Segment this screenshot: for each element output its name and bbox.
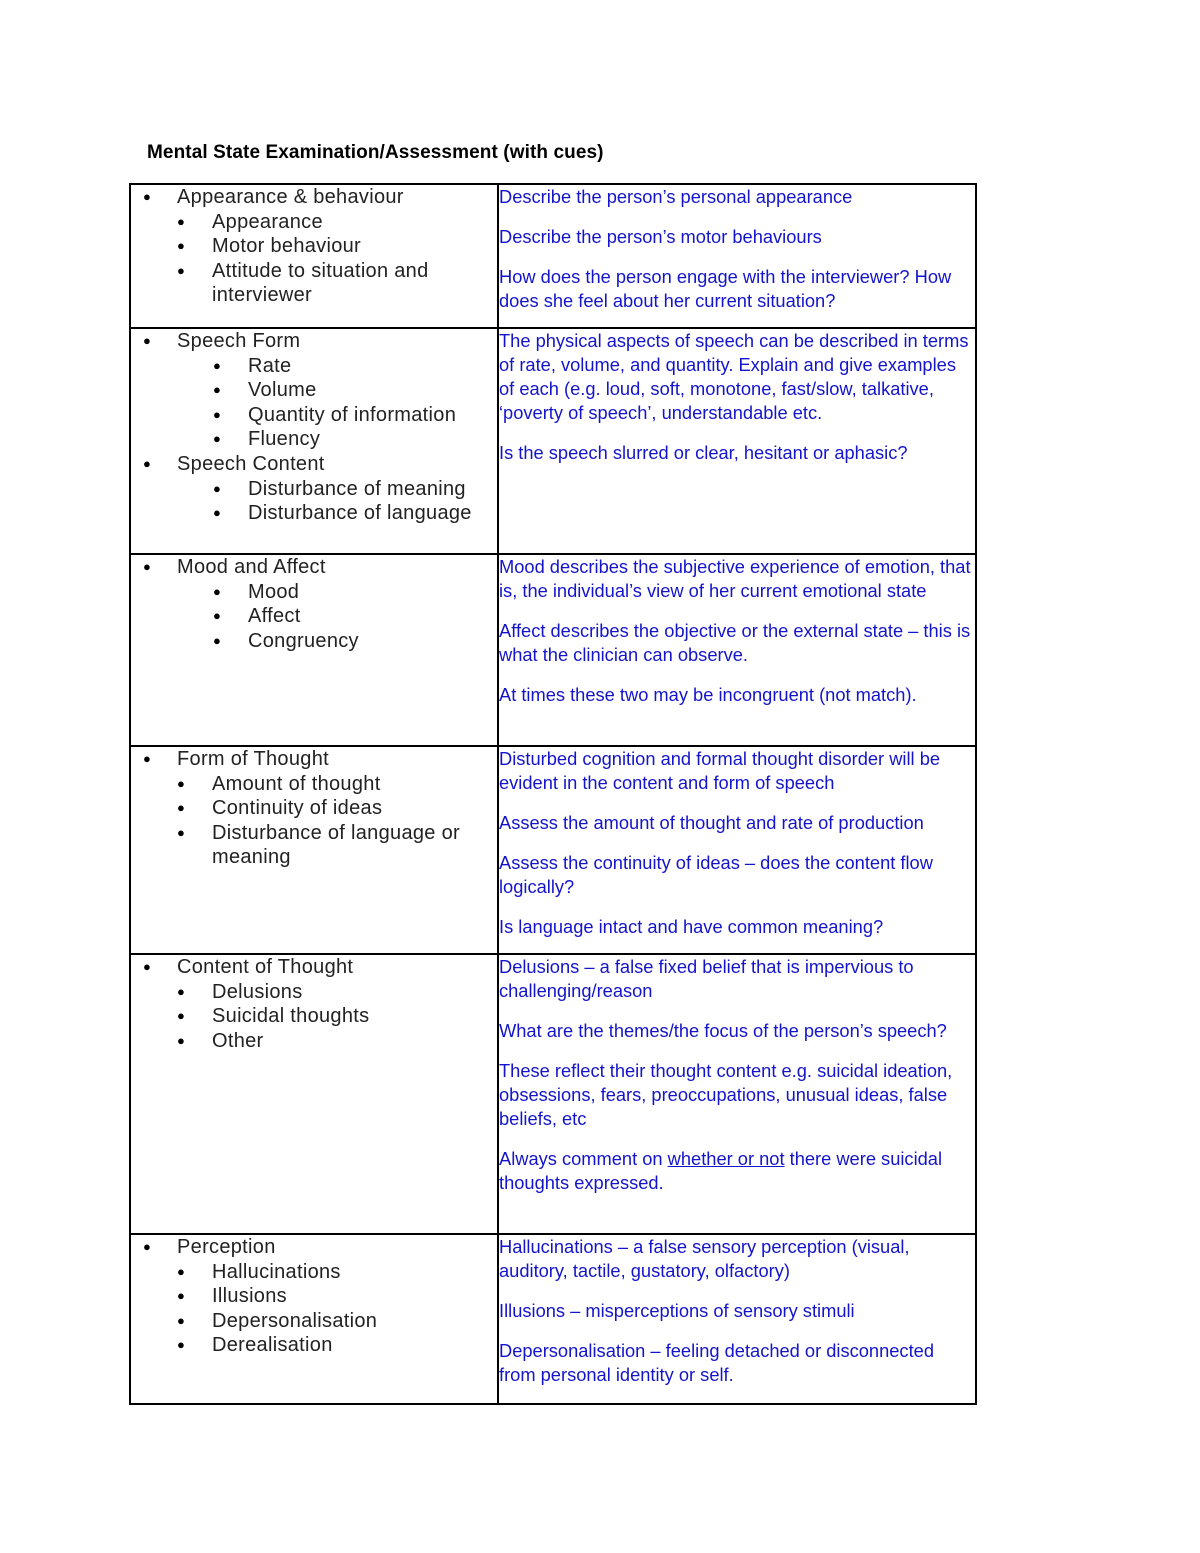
mse-row <box>130 328 976 554</box>
topic-text: Content of Thought <box>177 956 354 978</box>
mse-row <box>130 184 976 328</box>
topic-text: meaning <box>212 846 291 869</box>
topic-text: Congruency <box>248 629 359 652</box>
mse-table <box>129 183 977 1405</box>
cue-paragraph: Is language intact and have common meaning? <box>499 916 884 937</box>
topic-text: Perception <box>177 1236 276 1258</box>
topic-subitem <box>131 796 497 821</box>
bullet-icon: ● <box>177 983 186 999</box>
topic-text: Volume <box>248 379 317 402</box>
topic-subitem <box>131 1309 497 1334</box>
topic-subitem <box>131 234 497 259</box>
topic-text: Depersonalisation <box>212 1309 378 1332</box>
topic-subitem <box>131 980 497 1005</box>
cue-cell <box>498 746 976 954</box>
topic-cell <box>130 1234 498 1404</box>
topic-subitem <box>131 772 497 797</box>
topic-heading <box>131 747 497 772</box>
bullet-icon: ● <box>177 262 186 278</box>
cue-paragraph: What are the themes/the focus of the person’s speech? <box>499 1020 947 1041</box>
topic-subitem <box>131 821 497 846</box>
cue-paragraph: Mood describes the subjective experience of emotion, that is, the individual’s view of her current emotional state <box>499 556 971 601</box>
cue-paragraph: Illusions – misperceptions of sensory stimuli <box>499 1300 855 1321</box>
cue-paragraph: Affect describes the objective or the external state – this is what the clinician can observe. <box>499 620 971 665</box>
topic-heading <box>131 555 497 580</box>
bullet-icon: ● <box>143 751 152 766</box>
cue-paragraph: Assess the amount of thought and rate of production <box>499 812 924 833</box>
topic-text: Delusions <box>212 980 303 1003</box>
cue-paragraph: Assess the continuity of ideas – does the content flow logically? <box>499 852 933 897</box>
cue-paragraph: Delusions – a false fixed belief that is impervious to challenging/reason <box>499 956 914 1001</box>
topic-text: Disturbance of language or <box>212 821 460 844</box>
topic-heading <box>131 185 497 210</box>
topic-subitem <box>131 501 497 526</box>
bullet-icon: ● <box>143 333 152 348</box>
cue-paragraph: Hallucinations – a false sensory perception (visual, auditory, tactile, gustatory, olfactory) <box>499 1236 910 1281</box>
cue-paragraph: Disturbed cognition and formal thought disorder will be evident in the content and form of speech <box>499 748 941 793</box>
bullet-icon: ● <box>177 1032 186 1048</box>
topic-text: Appearance & behaviour <box>177 186 404 208</box>
topic-subitem <box>131 580 497 605</box>
cue-cell <box>498 184 976 328</box>
bullet-icon: ● <box>143 189 152 204</box>
topic-subitem <box>131 1333 497 1358</box>
cue-cell <box>498 554 976 746</box>
bullet-icon: ● <box>213 431 222 447</box>
cue-text: Always comment on <box>499 1148 668 1169</box>
topic-subitem <box>131 403 497 428</box>
topic-subitem <box>131 845 497 870</box>
bullet-icon: ● <box>213 583 222 599</box>
topic-heading <box>131 955 497 980</box>
cue-paragraph: The physical aspects of speech can be described in terms of rate, volume, and quantity. Explain and give examples of each (e.g. loud, soft, monotone, fast/slow, talkative, ‘poverty of speech’, understandable etc. <box>499 330 969 423</box>
topic-subitem <box>131 427 497 452</box>
bullet-icon: ● <box>213 505 222 521</box>
topic-text: Attitude to situation and <box>212 259 429 282</box>
bullet-icon: ● <box>213 480 222 496</box>
mse-row <box>130 746 976 954</box>
cue-text: there were suicidal thoughts expressed. <box>499 1148 943 1193</box>
bullet-icon: ● <box>177 824 186 840</box>
topic-text: Rate <box>248 354 292 377</box>
bullet-icon: ● <box>213 632 222 648</box>
topic-subitem <box>131 629 497 654</box>
cue-underlined-text: whether or not <box>667 1148 785 1169</box>
bullet-icon: ● <box>143 1239 152 1254</box>
topic-text: Illusions <box>212 1285 287 1308</box>
cue-paragraph <box>499 1147 975 1195</box>
bullet-icon: ● <box>177 775 186 791</box>
topic-text: Form of Thought <box>177 748 329 770</box>
bullet-icon: ● <box>177 1008 186 1024</box>
topic-text: Continuity of ideas <box>212 797 383 820</box>
topic-cell <box>130 184 498 328</box>
mse-table-body <box>130 184 976 1404</box>
topic-subitem <box>131 1029 497 1054</box>
topic-text: Disturbance of meaning <box>248 477 466 500</box>
topic-subitem <box>131 1260 497 1285</box>
topic-subitem <box>131 259 497 284</box>
cue-paragraph: At times these two may be incongruent (not match). <box>499 684 917 705</box>
topic-cell <box>130 746 498 954</box>
cue-paragraph: Describe the person’s motor behaviours <box>499 226 822 247</box>
topic-text: Hallucinations <box>212 1260 341 1283</box>
topic-text: Mood <box>248 580 300 603</box>
document-title: Mental State Examination/Assessment (with cues) <box>147 142 604 163</box>
topic-text: Disturbance of language <box>248 502 472 525</box>
topic-subitem <box>131 1284 497 1309</box>
mse-row <box>130 1234 976 1404</box>
topic-subitem <box>131 210 497 235</box>
topic-subitem <box>131 604 497 629</box>
topic-heading <box>131 329 497 354</box>
mse-row <box>130 554 976 746</box>
topic-heading <box>131 1235 497 1260</box>
topic-text: Motor behaviour <box>212 235 362 258</box>
mse-row <box>130 954 976 1234</box>
topic-subitem <box>131 1004 497 1029</box>
cue-paragraph: Depersonalisation – feeling detached or disconnected from personal identity or self. <box>499 1340 934 1385</box>
bullet-icon: ● <box>143 455 152 471</box>
cue-paragraph: These reflect their thought content e.g. suicidal ideation, obsessions, fears, preoccupations, unusual ideas, false beliefs, etc <box>499 1060 953 1129</box>
bullet-icon: ● <box>177 213 186 229</box>
topic-subitem <box>131 283 497 308</box>
topic-text: Other <box>212 1029 264 1052</box>
topic-subitem <box>131 477 497 502</box>
cue-paragraph: Is the speech slurred or clear, hesitant or aphasic? <box>499 442 908 463</box>
bullet-icon: ● <box>177 1288 186 1304</box>
bullet-icon: ● <box>213 357 222 373</box>
topic-subitem <box>131 378 497 403</box>
cue-cell <box>498 954 976 1234</box>
bullet-icon: ● <box>143 959 152 974</box>
topic-text: Amount of thought <box>212 772 381 795</box>
cue-paragraph: Describe the person’s personal appearance <box>499 186 853 207</box>
topic-cell <box>130 954 498 1234</box>
bullet-icon: ● <box>177 1263 186 1279</box>
topic-text: Speech Form <box>177 330 301 352</box>
topic-text: Derealisation <box>212 1334 333 1357</box>
bullet-icon: ● <box>213 608 222 624</box>
topic-heading <box>131 452 497 477</box>
bullet-icon: ● <box>143 559 152 574</box>
topic-text: Fluency <box>248 428 321 451</box>
topic-text: Affect <box>248 605 301 628</box>
topic-text: Mood and Affect <box>177 556 326 578</box>
topic-text: interviewer <box>212 284 312 307</box>
cue-cell <box>498 328 976 554</box>
cue-cell <box>498 1234 976 1404</box>
bullet-icon: ● <box>177 800 186 816</box>
topic-cell <box>130 328 498 554</box>
topic-text: Speech Content <box>177 452 325 475</box>
topic-text: Suicidal thoughts <box>212 1005 370 1028</box>
topic-cell <box>130 554 498 746</box>
bullet-icon: ● <box>213 406 222 422</box>
topic-subitem <box>131 354 497 379</box>
topic-text: Appearance <box>212 210 323 233</box>
bullet-icon: ● <box>177 1337 186 1353</box>
bullet-icon: ● <box>177 1312 186 1328</box>
topic-text: Quantity of information <box>248 403 457 426</box>
bullet-icon: ● <box>177 238 186 254</box>
cue-paragraph: How does the person engage with the interviewer? How does she feel about her current situation? <box>499 266 952 311</box>
bullet-icon: ● <box>213 382 222 398</box>
